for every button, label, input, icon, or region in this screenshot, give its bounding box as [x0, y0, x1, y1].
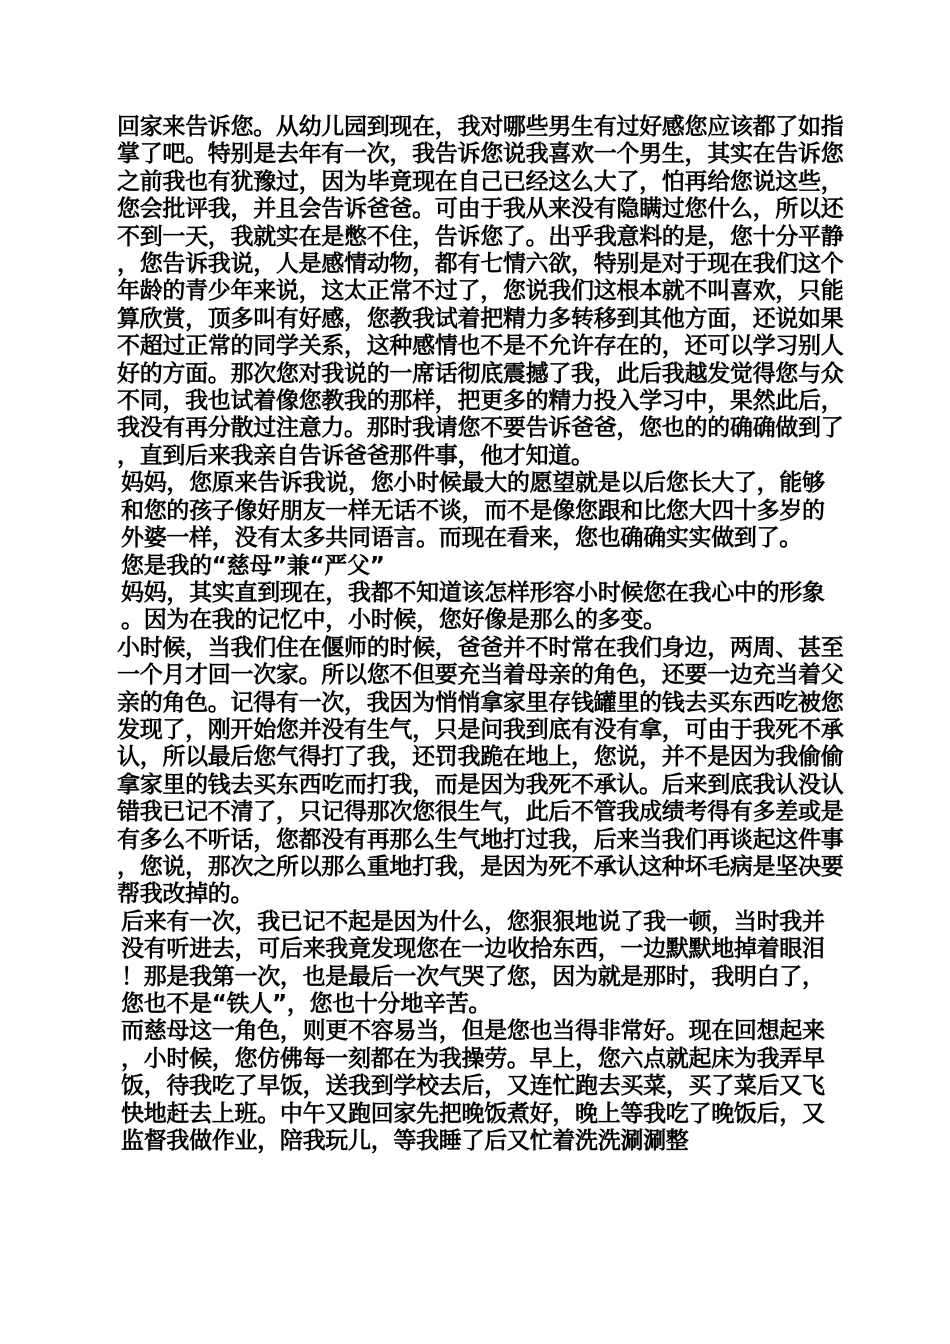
section-heading: 您是我的“慈母”兼“严父”: [121, 552, 385, 579]
paragraph-1: 回家来告诉您。从幼儿园到现在，我对哪些男生有过好感您应该都了如指掌了吧。特别是去年有一次，我告诉您说我喜欢一个男生，其实在告诉您之前我也有犹豫过，因为毕竟现在自己已经这么大了，怕再给您说这些，您会批评我，并且会告诉爸爸。可由于我从来没有隐瞒过您什么，所以还不到一天，我就实在是憋不住，告诉您了。出乎我意料的是，您十分平静，您告诉我说，人是感情动物，都有七情六欲，特别是对于现在我们这个年龄的青少年来说，这太正常不过了，您说我们这根本就不叫喜欢，只能算欣赏，顶多叫有好感，您教我试着把精力多转移到其他方面，还说如果不超过正常的同学关系，这种感情也不是不允许存在的，还可以学习别人好的方面。那次您对我说的一席话彻底震撼了我，此后我越发觉得您与众不同，我也试着像您教我的那样，把更多的精力投入学习中，果然此后，我没有再分散过注意力。那时我请您不要告诉爸爸，您也的的确确做到了，直到后来我亲自告诉爸爸那件事，他才知道。: [117, 114, 844, 469]
paragraph-4: 小时候，当我们住在偃师的时候，爸爸并不时常在我们身边，两周、甚至一个月才回一次家。所以您不但要充当着母亲的角色，还要一边充当着父亲的角色。记得有一次，我因为悄悄拿家里存钱罐里的钱去买东西吃被您发现了，刚开始您并没有生气，只是问我到底有没有拿，可由于我死不承认，所以最后您气得打了我，还罚我跪在地上，您说，并不是因为我偷偷拿家里的钱去买东西吃而打我，而是因为我死不承认。后来到底我认没认错我已记不清了，只记得那次您很生气，此后不管我成绩考得有多差或是有多么不听话，您都没有再那么生气地打过我，后来当我们再谈起这件事，您说，那次之所以那么重地打我，是因为死不承认这种坏毛病是坚决要帮我改掉的。: [117, 634, 844, 908]
paragraph-2: 妈妈，您原来告诉我说，您小时候最大的愿望就是以后您长大了，能够和您的孩子像好朋友一样无话不谈，而不是像您跟和比您大四十多岁的外婆一样，没有太多共同语言。而现在看来，您也确确实实做到了。: [121, 470, 825, 552]
paragraph-3: 妈妈，其实直到现在，我都不知道该怎样形容小时候您在我心中的形象。因为在我的记忆中，小时候，您好像是那么的多变。: [121, 579, 825, 634]
paragraph-5: 后来有一次，我已记不起是因为什么，您狠狠地说了我一顿，当时我并没有听进去，可后来我竟发现您在一边收拾东西，一边默默地掉着眼泪！那是我第一次，也是最后一次气哭了您，因为就是那时，我明白了，您也不是“铁人”，您也十分地辛苦。: [121, 908, 825, 1017]
document-page: [117, 114, 847, 1155]
paragraph-6: 而慈母这一角色，则更不容易当，但是您也当得非常好。现在回想起来，小时候，您仿佛每一刻都在为我操劳。早上，您六点就起床为我弄早饭，待我吃了早饭，送我到学校去后，又连忙跑去买菜，买了菜后又飞快地赶去上班。中午又跑回家先把晚饭煮好，晚上等我吃了晚饭后，又监督我做作业，陪我玩儿，等我睡了后又忙着洗洗涮涮整: [121, 1018, 825, 1155]
